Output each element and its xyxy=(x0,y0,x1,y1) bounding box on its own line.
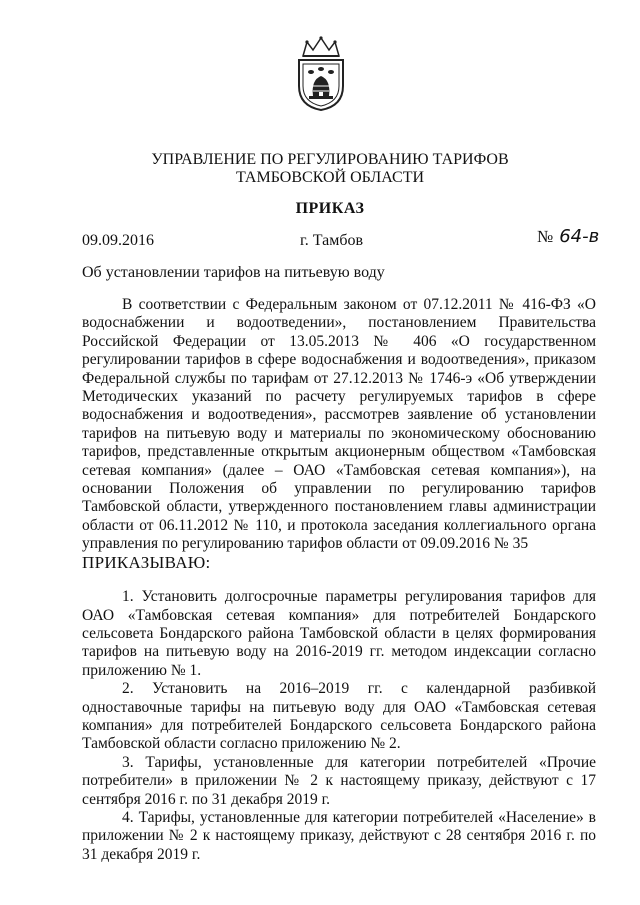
command-word: ПРИКАЗЫВАЮ: xyxy=(82,552,211,572)
document-body xyxy=(82,296,596,864)
handwritten-number: 64-в xyxy=(559,226,600,247)
list-item: 3. Тарифы, установленные для категории потребителей «Прочие потребители» в приложении № 2 к настоящему приказу, действуют с 17 сентября 2016 г. по 31 декабря 2019 г. xyxy=(82,753,596,808)
list-item: 1. Установить долгосрочные параметры регулирования тарифов для ОАО «Тамбовская сетевая компания» для потребителей Бондарского сельсовета Бондарского района Тамбовской области в целях формирования тарифов на питьевую воду на 2016-2019 гг. методом индексации согласно приложению № 1. xyxy=(82,588,596,679)
list-item: 4. Тарифы, установленные для категории потребителей «Население» в приложении № 2 к настоящему приказу, действуют с 28 сентября 2016 г. по 31 декабря 2019 г. xyxy=(82,808,596,863)
org-line-1: УПРАВЛЕНИЕ ПО РЕГУЛИРОВАНИЮ ТАРИФОВ xyxy=(151,151,509,168)
order-number xyxy=(537,226,599,247)
list-item: 2. Установить на 2016–2019 гг. с календарной разбивкой одноставочные тарифы на питьевую воду для ОАО «Тамбовская сетевая компания» для потребителей Бондарского сельсовета Бондарского района Тамбовской области согласно приложению № 2. xyxy=(82,680,596,753)
order-subject: Об установлении тарифов на питьевую воду xyxy=(82,264,385,281)
order-city: г. Тамбов xyxy=(300,232,364,249)
organization-name xyxy=(80,151,580,187)
document-title: ПРИКАЗ xyxy=(295,200,365,217)
preamble-paragraph: В соответствии с Федеральным законом от 07.12.2011 № 416-ФЗ «О водоснабжении и водоотведении», постановлением Правительства Российской Федерации от 13.05.2013 № 406 «О государственном регулировании тарифов в сфере водоснабжения и водоотведения», приказом Федеральной службы по тарифам от 27.12.2013 № 1746-э «Об утверждении Методических указаний по расчету регулируемых тарифов в сфере водоснабжения и водоотведения», рассмотрев заявление об установлении тарифов на питьевую воду и материалы по экономическому обоснованию тарифов, представленные открытым акционерным обществом «Тамбовская сетевая компания» (далее – ОАО «Тамбовская сетевая компания»), на основании Положения об управлении по регулированию тарифов Тамбовской области, утвержденного постановлением главы администрации области от 06.11.2012 № 110, и протокола заседания коллегиального органа управления по регулированию тарифов области от 09.09.2016 № 35 xyxy=(82,296,596,553)
tambov-coat-of-arms-icon xyxy=(289,36,353,112)
number-sign: № xyxy=(537,227,554,246)
order-date: 09.09.2016 xyxy=(82,232,154,249)
org-line-2: ТАМБОВСКОЙ ОБЛАСТИ xyxy=(235,169,425,186)
